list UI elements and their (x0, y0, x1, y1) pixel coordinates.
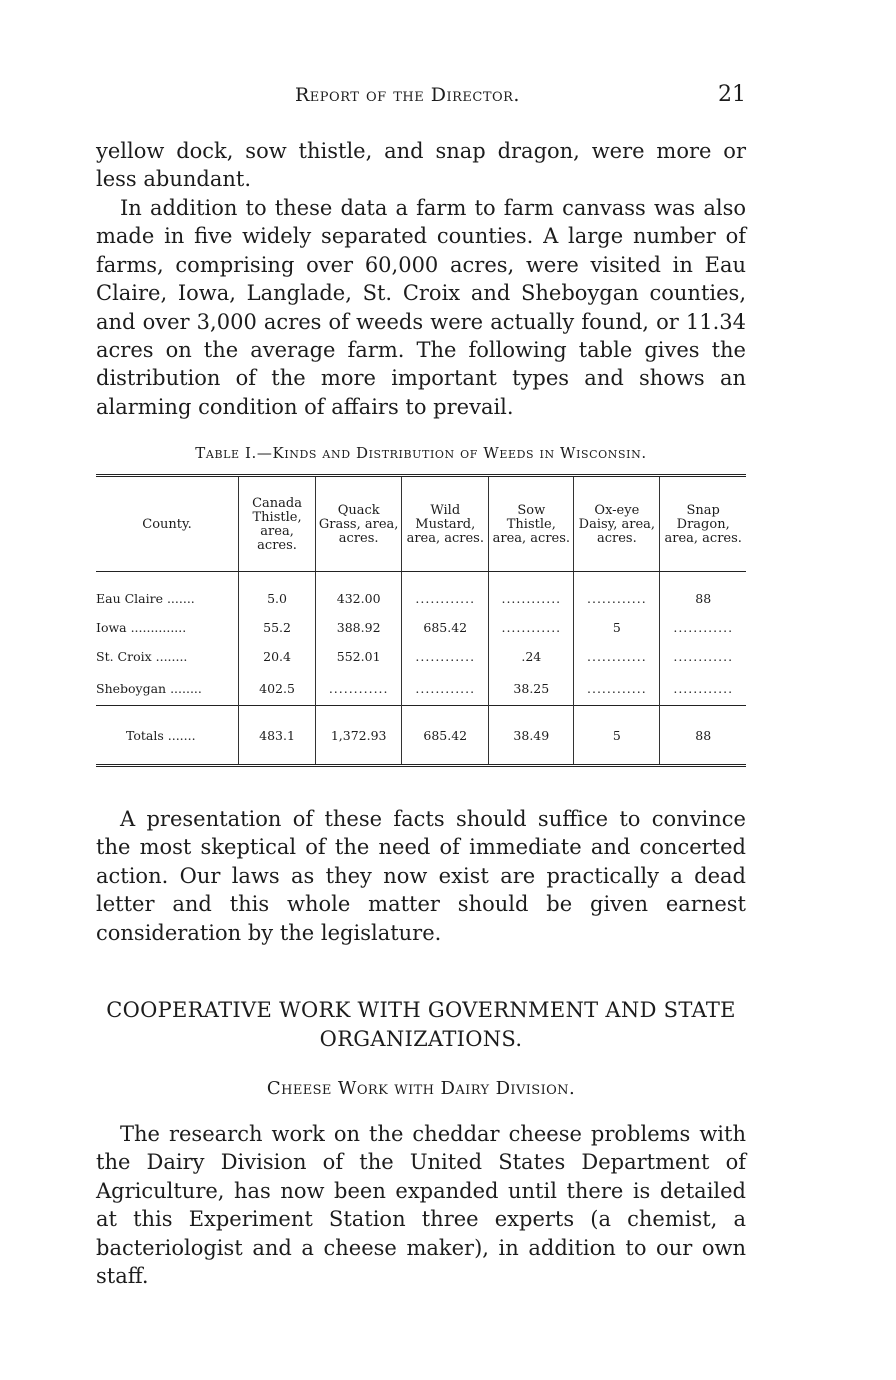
cell-county: Sheboygan ........ (96, 680, 202, 696)
table-cell: 5 (574, 613, 660, 642)
table-row (96, 613, 746, 642)
table-cell: 5 (574, 706, 660, 766)
table-cell: ............ (402, 671, 489, 706)
table-cell: 685.42 (402, 706, 489, 766)
column-header-ox-eye-daisy: Ox-eye Daisy, area, acres. (574, 476, 660, 572)
table-cell: ............ (660, 613, 746, 642)
column-header-canada-thistle: Canada Thistle, area, acres. (239, 476, 316, 572)
table-cell: .24 (489, 642, 574, 671)
table-cell: ............ (316, 671, 402, 706)
column-header-quack-grass: Quack Grass, area, acres. (316, 476, 402, 572)
column-header-sow-thistle: Sow Thistle, area, acres. (489, 476, 574, 572)
table-cell: ............ (574, 572, 660, 614)
table-cell: 402.5 (239, 671, 316, 706)
running-head (0, 84, 896, 112)
column-header-snap-dragon: Snap Dragon, area, acres. (660, 476, 746, 572)
cell-county: St. Croix ........ (96, 649, 188, 664)
table-cell: 685.42 (402, 613, 489, 642)
table-cell: ............ (574, 642, 660, 671)
running-title: Report of the Director. (295, 84, 520, 106)
table-cell: 1,372.93 (316, 706, 402, 766)
cell-totals-label: Totals ....... (96, 706, 239, 766)
section-subheading: Cheese Work with Dairy Division. (266, 1078, 576, 1099)
table-row (96, 671, 746, 706)
table-totals-row (96, 706, 746, 766)
section-heading: COOPERATIVE WORK WITH GOVERNMENT AND STATE ORGANIZATIONS. (106, 998, 736, 1051)
table-cell: 38.25 (489, 671, 574, 706)
table-cell: 88 (660, 572, 746, 614)
paragraph-weeds-abundant: yellow dock, sow thistle, and snap dragon, were more or less abundant. (96, 139, 746, 192)
paragraph-presentation: A presentation of these facts should suffice to convince the most skeptical of the need of immediate and concerted action. Our laws as they now exist are practically a dead letter and this whole matter should be given earnest consideration by the legislature. (96, 807, 746, 945)
cell-county: Iowa .............. (96, 620, 187, 635)
paragraph-cheese-research: The research work on the cheddar cheese problems with the Dairy Division of the United States Department of Agriculture, has now been expanded until there is detailed at this Experiment Station three experts (a chemist, a bacteriologist and a cheese maker), in addition to our own staff. (96, 1122, 746, 1289)
table-cell: ............ (402, 572, 489, 614)
table-cell: ............ (489, 613, 574, 642)
table-cell: 55.2 (239, 613, 316, 642)
table-cell: 388.92 (316, 613, 402, 642)
column-header-county: County. (96, 476, 239, 572)
table-caption: Table I.—Kinds and Distribution of Weeds in Wisconsin. (195, 444, 647, 462)
table-cell: 88 (660, 706, 746, 766)
table-row (96, 642, 746, 671)
paragraph-farm-canvass: In addition to these data a farm to farm canvass was also made in five widely separated counties. A large number of farms, comprising over 60,000 acres, were visited in Eau Claire, Iowa, Langlade, St. Croix and Sheboygan counties, and over 3,000 acres of weeds were actually found, or 11.34 acres on the average farm. The following table gives the distribution of the more important types and shows an alarming condition of affairs to prevail. (96, 196, 746, 419)
table-cell: 20.4 (239, 642, 316, 671)
table-cell: ............ (402, 642, 489, 671)
page-number: 21 (718, 82, 746, 107)
weeds-distribution-table (96, 474, 746, 767)
table-cell: 38.49 (489, 706, 574, 766)
table-cell: 5.0 (239, 572, 316, 614)
table-row (96, 572, 746, 614)
table-cell: 483.1 (239, 706, 316, 766)
table-cell: ............ (489, 572, 574, 614)
column-header-wild-mustard: Wild Mustard, area, acres. (402, 476, 489, 572)
table-cell: ............ (660, 671, 746, 706)
table-cell: 552.01 (316, 642, 402, 671)
table-header-row (96, 476, 746, 572)
table-cell: ............ (574, 671, 660, 706)
table-cell: 432.00 (316, 572, 402, 614)
cell-county: Eau Claire ....... (96, 591, 195, 606)
table-cell: ............ (660, 642, 746, 671)
